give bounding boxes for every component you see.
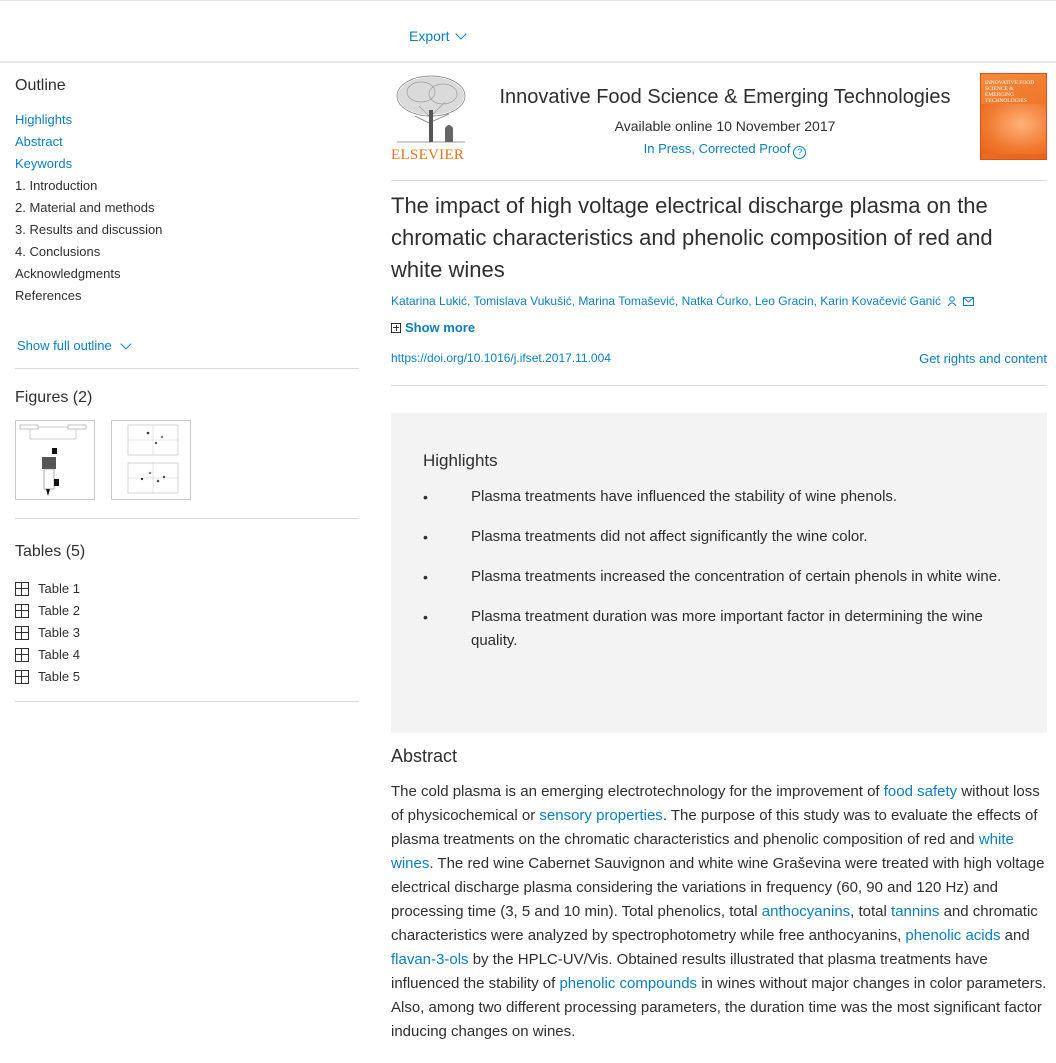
email-icon bbox=[963, 297, 974, 306]
abstract-link-anthocyanins[interactable]: anthocyanins bbox=[761, 903, 851, 920]
figure-thumbnail-1[interactable] bbox=[15, 420, 95, 500]
divider bbox=[15, 518, 359, 519]
get-rights-link[interactable]: Get rights and content bbox=[919, 351, 1047, 366]
table-link-3[interactable] bbox=[15, 622, 80, 644]
outline-item-results[interactable]: 3. Results and discussion bbox=[15, 222, 163, 237]
divider bbox=[15, 368, 359, 369]
show-full-outline-label: Show full outline bbox=[17, 338, 112, 353]
article-status[interactable] bbox=[471, 141, 979, 159]
abstract-text-span: . The red wine Cabernet Sauvignon and white wine Graševina were treated with high voltage electrical discharge plasma considering the variations in frequency (60, 90 and 120 Hz) and processing time (3, 5 and 10 min). Total phenolics, total bbox=[391, 855, 1045, 920]
table-label: Table 2 bbox=[38, 603, 80, 618]
outline-item-introduction[interactable]: 1. Introduction bbox=[15, 178, 98, 193]
show-more-label: Show more bbox=[405, 320, 476, 335]
highlight-item: • Plasma treatments did not affect significantly the wine color. bbox=[423, 525, 1013, 549]
table-label: Table 4 bbox=[38, 647, 80, 662]
abstract-link-white-wines[interactable]: white wines bbox=[391, 831, 1014, 872]
table-icon bbox=[15, 670, 29, 684]
help-icon[interactable]: ? bbox=[793, 146, 806, 159]
table-icon bbox=[15, 604, 29, 618]
cover-title: INNOVATIVE FOOD SCIENCE & EMERGING TECHNOLOGIES bbox=[985, 80, 1035, 104]
table-link-1[interactable] bbox=[15, 578, 80, 600]
plus-icon bbox=[391, 323, 401, 333]
top-toolbar bbox=[0, 0, 1056, 63]
table-label: Table 5 bbox=[38, 669, 80, 684]
divider bbox=[391, 180, 1047, 181]
abstract-text-span: . The purpose of this study was to evaluate the effects of plasma treatments on the chromatic characteristics and phenolic composition of red and bbox=[391, 807, 1038, 848]
outline-item-abstract[interactable]: Abstract bbox=[15, 134, 63, 149]
outline-item-acknowledgments[interactable]: Acknowledgments bbox=[15, 266, 121, 281]
outline-title: Outline bbox=[15, 77, 66, 94]
table-link-5[interactable] bbox=[15, 666, 80, 688]
highlight-item: • Plasma treatments have influenced the stability of wine phenols. bbox=[423, 485, 1013, 509]
article-title: The impact of high voltage electrical discharge plasma on the chromatic characteristics and phenolic composition of red and white wines bbox=[391, 193, 993, 282]
abstract-link-phenolic-compounds[interactable]: phenolic compounds bbox=[559, 975, 698, 992]
table-link-2[interactable] bbox=[15, 600, 80, 622]
chevron-down-icon bbox=[120, 338, 131, 349]
abstract-link-food-safety[interactable]: food safety bbox=[883, 783, 958, 800]
journal-title[interactable]: Innovative Food Science & Emerging Technologies bbox=[499, 86, 951, 108]
table-icon bbox=[15, 582, 29, 596]
doi-link[interactable]: https://doi.org/10.1016/j.ifset.2017.11.004 bbox=[391, 351, 611, 365]
tables-title: Tables (5) bbox=[15, 543, 86, 560]
highlights-section bbox=[391, 413, 1047, 733]
abstract-text-span: in wines without major changes in color parameters. Also, among two different processing parameters, the duration time was the most significant factor inducing changes on wines. bbox=[391, 975, 1047, 1040]
outline-list bbox=[15, 112, 162, 310]
abstract-text-span: and bbox=[1000, 927, 1030, 944]
show-full-outline-button[interactable] bbox=[17, 338, 130, 353]
cover-wave-graphic bbox=[981, 104, 1047, 154]
highlights-title: Highlights bbox=[423, 451, 498, 470]
table-icon bbox=[15, 648, 29, 662]
abstract-link-flavan-3-ols[interactable]: flavan-3-ols bbox=[391, 951, 469, 968]
abstract-link-sensory-properties[interactable]: sensory properties bbox=[539, 807, 663, 824]
abstract-text-span: , total bbox=[850, 903, 892, 920]
outline-item-keywords[interactable]: Keywords bbox=[15, 156, 73, 171]
abstract-text-span: without loss of physicochemical or bbox=[391, 783, 1040, 824]
table-link-4[interactable] bbox=[15, 644, 80, 666]
figure-thumbnail-2[interactable] bbox=[111, 420, 191, 500]
show-more-button[interactable] bbox=[391, 320, 475, 335]
table-label: Table 1 bbox=[38, 581, 80, 596]
journal-cover-image[interactable] bbox=[980, 73, 1047, 160]
highlights-list bbox=[423, 485, 1013, 669]
abstract-link-tannins[interactable]: tannins bbox=[891, 903, 940, 920]
abstract-title: Abstract bbox=[391, 746, 458, 766]
table-icon bbox=[15, 626, 29, 640]
publisher-name: ELSEVIER bbox=[391, 147, 465, 163]
highlight-item: • Plasma treatments increased the concentration of certain phenols in white wine. bbox=[423, 565, 1013, 589]
person-icon bbox=[947, 296, 957, 306]
tables-list bbox=[15, 578, 80, 688]
outline-item-references[interactable]: References bbox=[15, 288, 82, 303]
export-label: Export bbox=[409, 28, 450, 44]
abstract-text-span: and chromatic characteristics were analyzed by spectrophotometry while free anthocyanins, bbox=[391, 903, 1038, 944]
abstract-text-span: The cold plasma is an emerging electrotechnology for the improvement of bbox=[391, 783, 884, 800]
export-button[interactable] bbox=[409, 28, 465, 44]
abstract-link-phenolic-acids[interactable]: phenolic acids bbox=[905, 927, 1001, 944]
highlight-item: • Plasma treatment duration was more important factor in determining the wine quality. bbox=[423, 605, 1013, 653]
available-online-date: Available online 10 November 2017 bbox=[614, 118, 836, 134]
abstract-text bbox=[391, 780, 1047, 1044]
figures-title: Figures (2) bbox=[15, 389, 93, 406]
article-status-label: In Press, Corrected Proof bbox=[643, 141, 791, 156]
outline-item-conclusions[interactable]: 4. Conclusions bbox=[15, 244, 101, 259]
table-label: Table 3 bbox=[38, 625, 80, 640]
divider bbox=[15, 701, 359, 702]
divider bbox=[391, 385, 1047, 386]
chevron-down-icon bbox=[456, 28, 467, 39]
author-list[interactable] bbox=[391, 294, 974, 308]
abstract-text-span: by the HPLC-UV/Vis. Obtained results illustrated that plasma treatments have influenced the stability of bbox=[391, 951, 988, 992]
journal-header bbox=[391, 63, 1047, 180]
authors-text: Katarina Lukić, Tomislava Vukušić, Marina Tomašević, Natka Ćurko, Leo Gracin, Karin Kovačević Ganić bbox=[391, 294, 942, 308]
outline-item-methods[interactable]: 2. Material and methods bbox=[15, 200, 155, 215]
outline-item-highlights[interactable]: Highlights bbox=[15, 112, 73, 127]
